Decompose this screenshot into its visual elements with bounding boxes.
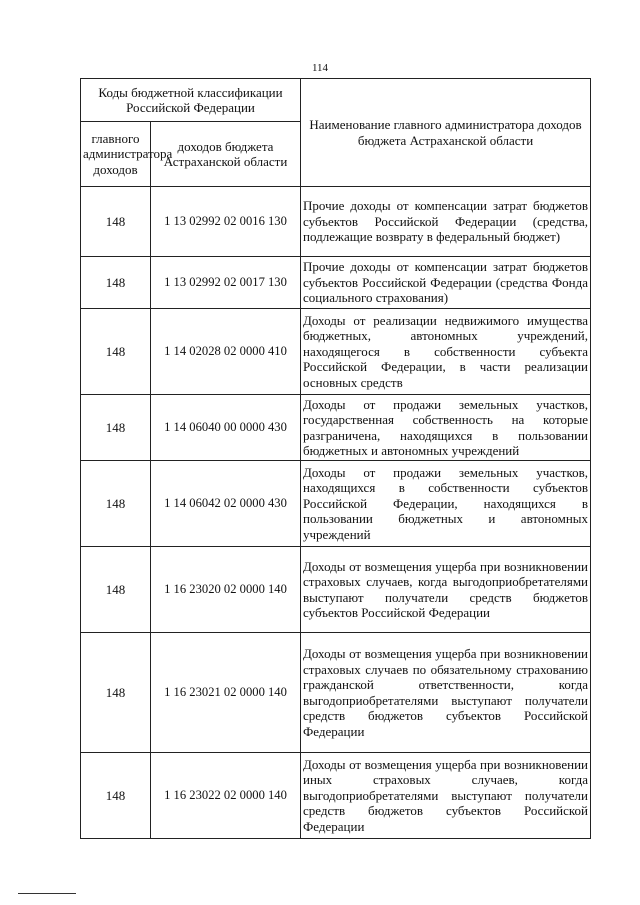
revenue-code-cell: 1 14 06040 00 0000 430 (151, 395, 301, 461)
description-cell: Прочие доходы от компенсации затрат бюджетов субъектов Российской Федерации (средства, подлежащие возврату в федеральный бюджет) (301, 187, 591, 257)
header-row-group (81, 79, 591, 122)
table-row (81, 309, 591, 395)
description-cell: Доходы от возмещения ущерба при возникновении иных страховых случаев, когда выгодоприобретателями выступают получатели средств бюджетов субъектов Российской Федерации (301, 753, 591, 839)
description-cell: Доходы от реализации недвижимого имущества бюджетных, автономных учреждений, находящегося в собственности субъекта Российской Федерации, в части реализации основных средств (301, 309, 591, 395)
description-cell: Доходы от продажи земельных участков, государственная собственность на которые разграничена, находящихся в пользовании бюджетных и автономных учреждений (301, 395, 591, 461)
admin-code-cell: 148 (81, 547, 151, 633)
header-admin-code: главного администратора доходов (81, 122, 151, 187)
revenue-code-cell: 1 13 02992 02 0016 130 (151, 187, 301, 257)
admin-code-cell: 148 (81, 395, 151, 461)
revenue-code-cell: 1 16 23020 02 0000 140 (151, 547, 301, 633)
page-number: 114 (311, 62, 329, 74)
admin-code-cell: 148 (81, 633, 151, 753)
revenue-code-cell: 1 14 02028 02 0000 410 (151, 309, 301, 395)
description-cell: Доходы от возмещения ущерба при возникновении страховых случаев по обязательному страхованию гражданской ответственности, когда выгодоприобретателями выступают получатели средств бюджетов субъектов Российской Федерации (301, 633, 591, 753)
footnote-rule (18, 893, 76, 894)
table-row (81, 257, 591, 309)
table-row (81, 633, 591, 753)
table-row (81, 753, 591, 839)
description-cell: Доходы от продажи земельных участков, находящихся в собственности субъектов Российской Федерации, находящихся в пользовании бюджетных и автономных учреждений (301, 461, 591, 547)
budget-classification-table (80, 78, 591, 839)
revenue-code-cell: 1 14 06042 02 0000 430 (151, 461, 301, 547)
admin-code-cell: 148 (81, 187, 151, 257)
table-row (81, 547, 591, 633)
table-row (81, 395, 591, 461)
revenue-code-cell: 1 16 23021 02 0000 140 (151, 633, 301, 753)
description-cell: Доходы от возмещения ущерба при возникновении страховых случаев, когда выгодоприобретателями выступают получатели средств бюджетов субъектов Российской Федерации (301, 547, 591, 633)
header-admin-name: Наименование главного администратора доходов бюджета Астраханской области (301, 79, 591, 187)
description-cell: Прочие доходы от компенсации затрат бюджетов субъектов Российской Федерации (средства Фонда социального страхования) (301, 257, 591, 309)
admin-code-cell: 148 (81, 309, 151, 395)
header-revenue-code: доходов бюджета Астраханской области (151, 122, 301, 187)
revenue-code-cell: 1 13 02992 02 0017 130 (151, 257, 301, 309)
table-row (81, 187, 591, 257)
admin-code-cell: 148 (81, 753, 151, 839)
header-budget-codes: Коды бюджетной классификации Российской Федерации (81, 79, 301, 122)
admin-code-cell: 148 (81, 461, 151, 547)
admin-code-cell: 148 (81, 257, 151, 309)
table-row (81, 461, 591, 547)
revenue-code-cell: 1 16 23022 02 0000 140 (151, 753, 301, 839)
